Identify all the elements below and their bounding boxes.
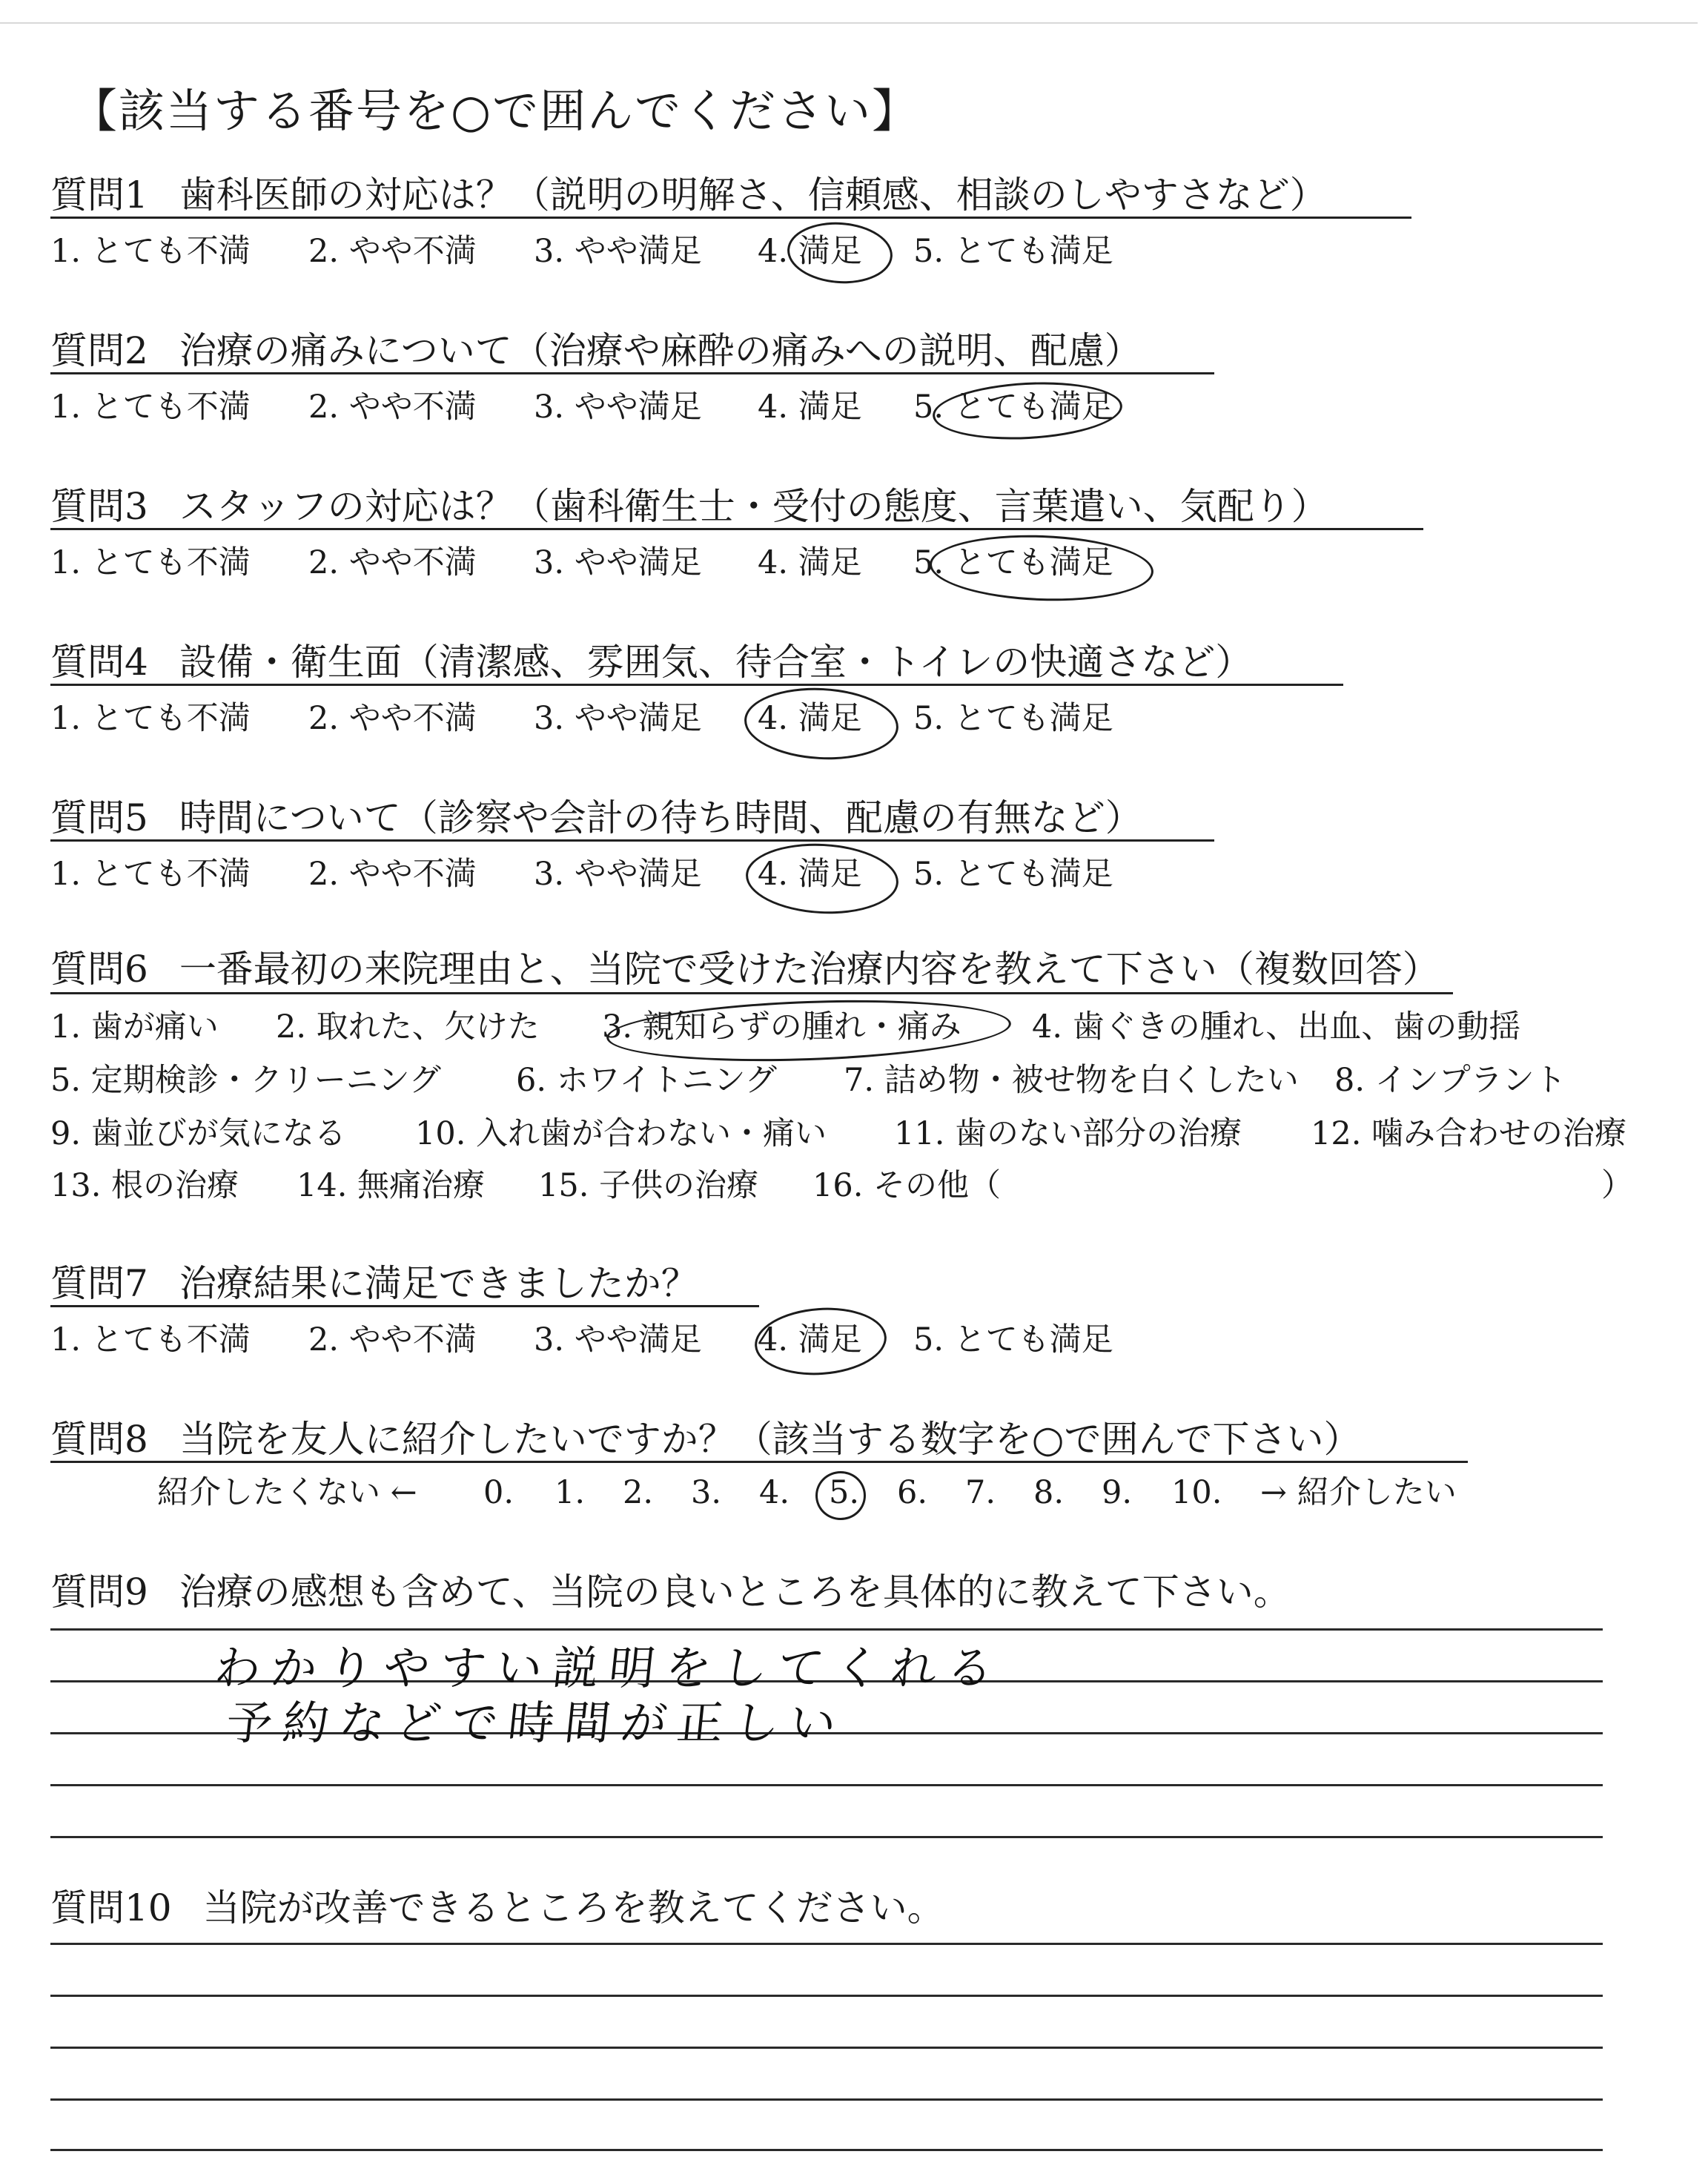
question-1-label: 質問1 bbox=[50, 174, 148, 217]
question-10-text: 当院が改善できるところを教えてください。 bbox=[202, 1886, 944, 1929]
q6-option-12[interactable]: 12. 噛み合わせの治療 bbox=[1311, 1115, 1627, 1152]
q1-option-2[interactable]: 2. やや不満 bbox=[308, 233, 477, 270]
q5-option-2[interactable]: 2. やや不満 bbox=[308, 856, 477, 893]
q8-scale-8[interactable]: 8. bbox=[1033, 1474, 1065, 1511]
question-3-underline bbox=[50, 528, 1423, 530]
q6-option-3[interactable]: 3. 親知らずの腫れ・痛み bbox=[602, 1008, 961, 1046]
q10-answer-line-2 bbox=[50, 1995, 1603, 1997]
q6-selection-circle bbox=[606, 994, 1012, 1067]
q6-other-close-paren: ） bbox=[1601, 1167, 1633, 1204]
q10-answer-line-4 bbox=[50, 2098, 1603, 2101]
q6-option-9[interactable]: 9. 歯並びが気になる bbox=[50, 1115, 346, 1152]
question-8-text: 当院を友人に紹介したいですか？（該当する数字を○で囲んで下さい） bbox=[179, 1418, 1361, 1461]
q8-scale-9[interactable]: 9. bbox=[1102, 1474, 1133, 1511]
q6-option-10[interactable]: 10. 入れ歯が合わない・痛い bbox=[415, 1115, 827, 1152]
question-2-text: 治療の痛みについて（治療や麻酔の痛みへの説明、配慮） bbox=[179, 329, 1142, 372]
question-7-text: 治療結果に満足できましたか？ bbox=[179, 1262, 698, 1305]
q6-option-1[interactable]: 1. 歯が痛い bbox=[50, 1008, 219, 1046]
q7-option-4[interactable]: 4. 満足 bbox=[758, 1321, 862, 1358]
question-4 bbox=[50, 641, 1253, 684]
q9-answer-line-5 bbox=[50, 1836, 1603, 1838]
q7-option-5[interactable]: 5. とても満足 bbox=[913, 1321, 1113, 1358]
q6-option-2[interactable]: 2. 取れた、欠けた bbox=[276, 1008, 540, 1046]
question-6-label: 質問6 bbox=[50, 948, 148, 991]
q4-option-1[interactable]: 1. とても不満 bbox=[50, 700, 251, 737]
question-6-underline bbox=[50, 992, 1453, 994]
question-5-label: 質問5 bbox=[50, 796, 148, 839]
q8-scale-10[interactable]: 10. bbox=[1171, 1474, 1222, 1511]
question-1-text: 歯科医師の対応は？（説明の明解さ、信頼感、相談のしやすさなど） bbox=[179, 174, 1327, 217]
q4-option-2[interactable]: 2. やや不満 bbox=[308, 700, 477, 737]
question-7 bbox=[50, 1262, 698, 1305]
question-10 bbox=[50, 1886, 944, 1929]
q4-option-4[interactable]: 4. 満足 bbox=[758, 700, 862, 737]
question-3 bbox=[50, 485, 1328, 528]
question-8 bbox=[50, 1418, 1361, 1461]
q2-selection-circle bbox=[931, 377, 1124, 443]
question-8-label: 質問8 bbox=[50, 1418, 148, 1461]
q1-option-3[interactable]: 3. やや満足 bbox=[534, 233, 702, 270]
q1-option-4[interactable]: 4. 満足 bbox=[758, 233, 862, 270]
q6-option-8[interactable]: 8. インプラント bbox=[1334, 1062, 1566, 1099]
q8-scale-1[interactable]: 1. bbox=[555, 1474, 586, 1511]
q6-option-15[interactable]: 15. 子供の治療 bbox=[538, 1167, 759, 1204]
q6-option-13[interactable]: 13. 根の治療 bbox=[50, 1167, 239, 1204]
q3-option-1[interactable]: 1. とても不満 bbox=[50, 544, 251, 581]
page-title: 【該当する番号を○で囲んでください】 bbox=[71, 84, 920, 138]
q5-option-4[interactable]: 4. 満足 bbox=[758, 856, 862, 893]
q4-option-3[interactable]: 3. やや満足 bbox=[534, 700, 702, 737]
q9-handwritten-answer-1: わかりやすい説明をしてくれる bbox=[211, 1641, 1007, 1695]
q1-option-5[interactable]: 5. とても満足 bbox=[913, 233, 1113, 270]
q2-option-4[interactable]: 4. 満足 bbox=[758, 389, 862, 426]
question-7-underline bbox=[50, 1305, 759, 1307]
question-3-text: スタッフの対応は？（歯科衛生士・受付の態度、言葉遣い、気配り） bbox=[179, 485, 1328, 528]
q2-option-2[interactable]: 2. やや不満 bbox=[308, 389, 477, 426]
q1-selection-circle bbox=[785, 219, 894, 287]
q6-option-7[interactable]: 7. 詰め物・被せ物を白くしたい bbox=[844, 1062, 1299, 1099]
q7-option-2[interactable]: 2. やや不満 bbox=[308, 1321, 477, 1358]
q8-scale-7[interactable]: 7. bbox=[965, 1474, 996, 1511]
question-9-label: 質問9 bbox=[50, 1571, 148, 1614]
question-1 bbox=[50, 174, 1327, 217]
q4-selection-circle bbox=[743, 684, 901, 764]
q9-handwritten-answer-2: 予約などで時間が正しい bbox=[223, 1696, 850, 1750]
q8-scale-4[interactable]: 4. bbox=[759, 1474, 790, 1511]
question-5 bbox=[50, 796, 1142, 839]
q9-answer-line-1 bbox=[50, 1628, 1603, 1631]
question-5-underline bbox=[50, 839, 1214, 842]
q1-option-1[interactable]: 1. とても不満 bbox=[50, 233, 251, 270]
q9-answer-line-4 bbox=[50, 1784, 1603, 1786]
q7-selection-circle bbox=[752, 1304, 889, 1379]
q8-right-label: → 紹介したい bbox=[1260, 1474, 1457, 1511]
q8-selection-circle bbox=[815, 1471, 866, 1520]
q2-option-5[interactable]: 5. とても満足 bbox=[913, 389, 1113, 426]
q8-scale-0[interactable]: 0. bbox=[483, 1474, 514, 1511]
q3-option-2[interactable]: 2. やや不満 bbox=[308, 544, 477, 581]
q5-option-1[interactable]: 1. とても不満 bbox=[50, 856, 251, 893]
q5-option-3[interactable]: 3. やや満足 bbox=[534, 856, 702, 893]
q10-answer-line-3 bbox=[50, 2047, 1603, 2049]
q8-scale-6[interactable]: 6. bbox=[897, 1474, 928, 1511]
q10-answer-line-5 bbox=[50, 2149, 1603, 2151]
q7-option-3[interactable]: 3. やや満足 bbox=[534, 1321, 702, 1358]
q5-option-5[interactable]: 5. とても満足 bbox=[913, 856, 1113, 893]
question-7-label: 質問7 bbox=[50, 1262, 148, 1305]
question-4-label: 質問4 bbox=[50, 641, 148, 684]
q10-answer-line-1 bbox=[50, 1943, 1603, 1945]
q6-option-16[interactable]: 16. その他（ bbox=[812, 1167, 1002, 1204]
scan-top-edge bbox=[0, 22, 1698, 24]
q3-selection-circle bbox=[929, 532, 1155, 604]
q7-option-1[interactable]: 1. とても不満 bbox=[50, 1321, 251, 1358]
q6-option-11[interactable]: 11. 歯のない部分の治療 bbox=[894, 1115, 1242, 1152]
q6-option-14[interactable]: 14. 無痛治療 bbox=[297, 1167, 486, 1204]
question-4-text: 設備・衛生面（清潔感、雰囲気、待合室・トイレの快適さなど） bbox=[179, 641, 1253, 684]
question-10-label: 質問10 bbox=[50, 1886, 172, 1929]
question-5-text: 時間について（診察や会計の待ち時間、配慮の有無など） bbox=[179, 796, 1142, 839]
question-8-underline bbox=[50, 1461, 1468, 1463]
q6-option-6[interactable]: 6. ホワイトニング bbox=[516, 1062, 777, 1099]
q2-option-1[interactable]: 1. とても不満 bbox=[50, 389, 251, 426]
q3-option-3[interactable]: 3. やや満足 bbox=[534, 544, 702, 581]
q6-option-5[interactable]: 5. 定期検診・クリーニング bbox=[50, 1062, 441, 1099]
question-2-underline bbox=[50, 372, 1214, 374]
question-2 bbox=[50, 329, 1142, 372]
question-9 bbox=[50, 1571, 1291, 1614]
q2-option-3[interactable]: 3. やや満足 bbox=[534, 389, 702, 426]
q8-left-label: 紹介したくない ← bbox=[157, 1474, 417, 1511]
q8-scale-5[interactable]: 5. bbox=[829, 1474, 860, 1511]
q8-scale-2[interactable]: 2. bbox=[623, 1474, 654, 1511]
q3-option-5[interactable]: 5. とても満足 bbox=[913, 544, 1113, 581]
question-4-underline bbox=[50, 684, 1343, 686]
question-6 bbox=[50, 948, 1440, 991]
question-6-text: 一番最初の来院理由と、当院で受けた治療内容を教えて下さい（複数回答） bbox=[179, 948, 1440, 991]
q3-option-4[interactable]: 4. 満足 bbox=[758, 544, 862, 581]
q5-selection-circle bbox=[744, 840, 901, 918]
question-9-text: 治療の感想も含めて、当院の良いところを具体的に教えて下さい。 bbox=[179, 1571, 1291, 1614]
question-2-label: 質問2 bbox=[50, 329, 148, 372]
question-1-underline bbox=[50, 217, 1411, 219]
q4-option-5[interactable]: 5. とても満足 bbox=[913, 700, 1113, 737]
q8-scale-3[interactable]: 3. bbox=[691, 1474, 722, 1511]
question-3-label: 質問3 bbox=[50, 485, 148, 528]
q6-option-4[interactable]: 4. 歯ぐきの腫れ、出血、歯の動揺 bbox=[1032, 1008, 1521, 1046]
